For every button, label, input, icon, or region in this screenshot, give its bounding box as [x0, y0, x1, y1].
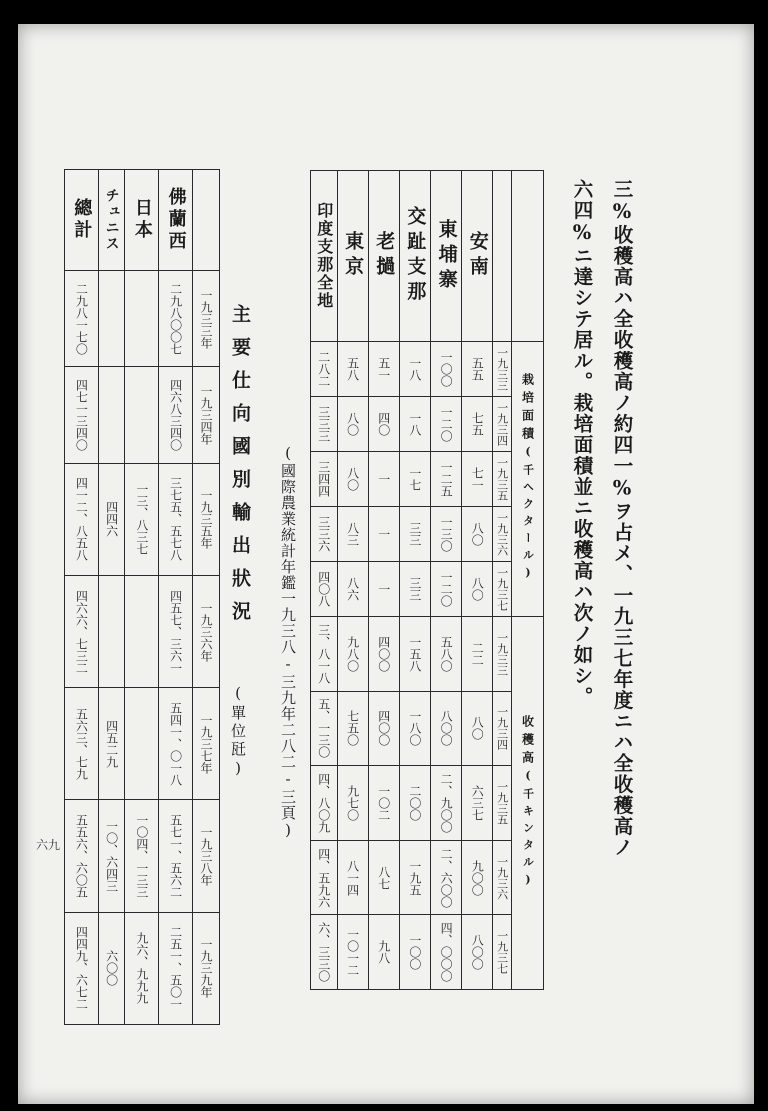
table-cell: 四五二九: [98, 688, 125, 800]
table-cell: 一〇二: [368, 766, 399, 841]
table-cell: 九八: [368, 915, 399, 990]
row-label: チュニス: [98, 170, 125, 271]
table-cell: 五八: [337, 342, 368, 397]
table2-row-total: [65, 170, 99, 1025]
table2-title: 主要仕向國別輸出狀況: [229, 304, 251, 634]
table-cell: 四、八〇九: [311, 766, 338, 841]
table-cell: [125, 271, 159, 367]
table2-year: 一九三九年: [193, 912, 220, 1024]
table-cell: 八六: [337, 562, 368, 617]
table1-year-header: [493, 171, 512, 342]
table-cell: 二九八〇〇七: [159, 271, 193, 367]
table2-corner: [193, 170, 220, 271]
table-cell: 八〇: [337, 397, 368, 452]
table-cell: 三三六: [311, 507, 338, 562]
table-cell: 八〇〇: [462, 915, 493, 990]
intro-line-2: 六四%ニ達シテ居ル。栽培面積並ニ收穫高ハ次ノ如シ。: [570, 179, 594, 708]
table-cell: 九七〇: [337, 766, 368, 841]
table-cell: 八〇: [462, 507, 493, 562]
table-cell: 九六、九九九: [125, 912, 159, 1024]
table-cell: 六三七: [462, 766, 493, 841]
table-cell: [125, 367, 159, 463]
table-cell: 一三、八三七: [125, 463, 159, 575]
table-cell: 四、五九六: [311, 840, 338, 915]
table2-unit: (單位瓩): [229, 684, 247, 780]
page-number: 六九: [36, 838, 61, 852]
table-cell: 八〇: [337, 452, 368, 507]
table-cell: 四〇: [368, 397, 399, 452]
table1-row-tonkin: [337, 171, 368, 990]
table-cell: 二二: [462, 617, 493, 692]
table-cell: 四六八三四〇: [159, 367, 193, 463]
table2-year: 一九三四年: [193, 367, 220, 463]
table-cell: [125, 688, 159, 800]
table-cell: 四一二、八五八: [65, 463, 99, 575]
table1-year: 一九三三: [493, 617, 512, 692]
table-cell: 八三: [337, 507, 368, 562]
table2-year: 一九三六年: [193, 576, 220, 688]
row-label: 印度支那全地: [311, 171, 338, 342]
row-label: 總計: [65, 170, 99, 271]
row-label: 東京: [337, 171, 368, 342]
table-cell: 二八二: [311, 342, 338, 397]
table1-year: 一九三四: [493, 691, 512, 766]
table-cell: 一〇、六四三: [98, 800, 125, 912]
source-note: (國際農業統計年鑑一九三八-三九年二八二-三頁): [279, 444, 297, 840]
table-cell: 七一: [462, 452, 493, 507]
table-cell: 七五〇: [337, 691, 368, 766]
table-cell: 五八〇: [431, 617, 462, 692]
table1-corner: [512, 171, 544, 342]
table-cell: 四、〇〇〇: [431, 915, 462, 990]
row-label: 安南: [462, 171, 493, 342]
table-cell: 一〇〇: [399, 915, 430, 990]
table-cell: 一〇一二: [337, 915, 368, 990]
table1-year: 一九三五: [493, 452, 512, 507]
table-cell: 八一四: [337, 840, 368, 915]
table2-row-france: [159, 170, 193, 1025]
cultivation-table: [310, 170, 544, 990]
table-cell: 四〇〇: [368, 617, 399, 692]
table-cell: [125, 576, 159, 688]
table-cell: 一八〇: [399, 691, 430, 766]
table-cell: 三三: [399, 562, 430, 617]
table-cell: 五四一、〇一八: [159, 688, 193, 800]
table1-year: 一九三四: [493, 397, 512, 452]
table-cell: 五五六、六〇五: [65, 800, 99, 912]
table-cell: 九〇〇: [462, 840, 493, 915]
table-cell: 八〇〇: [431, 691, 462, 766]
table1-row-cochinchina: [399, 171, 430, 990]
table-cell: 八〇: [462, 691, 493, 766]
export-table: [64, 169, 220, 1025]
table-cell: 五、一三〇: [311, 691, 338, 766]
table-cell: 五一: [368, 342, 399, 397]
table2-year: 一九三三年: [193, 271, 220, 367]
table-cell: 一: [368, 452, 399, 507]
table-cell: 六〇〇: [98, 912, 125, 1024]
table-cell: 二〇〇: [399, 766, 430, 841]
table-cell: 三七五、五七八: [159, 463, 193, 575]
table-cell: 五六三、七九: [65, 688, 99, 800]
table1-year: 一九三六: [493, 507, 512, 562]
table-cell: 四四九、六七二: [65, 912, 99, 1024]
table-cell: 三、八一八: [311, 617, 338, 692]
table-cell: 五五: [462, 342, 493, 397]
table-cell: 四四六: [98, 463, 125, 575]
table-cell: 七五: [462, 397, 493, 452]
table-cell: 一八: [399, 342, 430, 397]
table-cell: 一七: [399, 452, 430, 507]
table-cell: 六、三三〇: [311, 915, 338, 990]
table-cell: 五七一、五六二: [159, 800, 193, 912]
table-cell: 一二〇: [431, 397, 462, 452]
table-cell: 一九五: [399, 840, 430, 915]
table-cell: 一二〇: [431, 562, 462, 617]
table-cell: 四七一三四〇: [65, 367, 99, 463]
row-label: 東埔寨: [431, 171, 462, 342]
table-cell: 一二五: [431, 452, 462, 507]
table-cell: 一五八: [399, 617, 430, 692]
table-cell: 四〇八: [311, 562, 338, 617]
table1-group-area: 栽培面積(千ヘクタール): [512, 342, 544, 617]
document-page: [18, 24, 754, 1104]
table1-year: 一九三七: [493, 915, 512, 990]
row-label: 交趾支那: [399, 171, 430, 342]
table-cell: 三三: [399, 507, 430, 562]
table2-row-japan: [125, 170, 159, 1025]
table-cell: 一〇四、一三三: [125, 800, 159, 912]
table1-row-annam: [462, 171, 493, 990]
table-cell: 一三〇: [431, 507, 462, 562]
intro-line-1: 三%收穫高ハ全收穫高ノ約四一%ヲ占メ、一九三七年度ニハ全收穫高ノ: [610, 179, 634, 858]
table1-year: 一九三七: [493, 562, 512, 617]
table1-year: 一九三五: [493, 766, 512, 841]
table-cell: 三三三: [311, 397, 338, 452]
table1-group-yield: 收穫高(千キンタル): [512, 617, 544, 990]
table-cell: 一: [368, 562, 399, 617]
table-cell: 四五七、三六一: [159, 576, 193, 688]
table-cell: 四六六、七三二: [65, 576, 99, 688]
table-cell: 一: [368, 507, 399, 562]
table-cell: 八〇: [462, 562, 493, 617]
table-cell: 九八〇: [337, 617, 368, 692]
table1-year: 一九三六: [493, 840, 512, 915]
table-cell: 二、六〇〇: [431, 840, 462, 915]
table1-row-laos: [368, 171, 399, 990]
table2-year: 一九三八年: [193, 800, 220, 912]
row-label: 日本: [125, 170, 159, 271]
table-cell: 三四四: [311, 452, 338, 507]
table-cell: 二九八一七〇: [65, 271, 99, 367]
table2-year: 一九三五年: [193, 463, 220, 575]
table1-row-indochina-total: [311, 171, 338, 990]
table-cell: 一八: [399, 397, 430, 452]
table1-row-cambodia: [431, 171, 462, 990]
table-cell: 二、九〇〇: [431, 766, 462, 841]
table-cell: 四〇〇: [368, 691, 399, 766]
table-cell: [98, 576, 125, 688]
table-cell: [98, 367, 125, 463]
table2-year: 一九三七年: [193, 688, 220, 800]
table-cell: 一〇〇: [431, 342, 462, 397]
row-label: 佛蘭西: [159, 170, 193, 271]
table1-year: 一九三三: [493, 342, 512, 397]
row-label: 老撾: [368, 171, 399, 342]
table-cell: [98, 271, 125, 367]
table-cell: 八七: [368, 840, 399, 915]
table2-row-tunis: [98, 170, 125, 1025]
table-cell: 二五一、五〇一: [159, 912, 193, 1024]
